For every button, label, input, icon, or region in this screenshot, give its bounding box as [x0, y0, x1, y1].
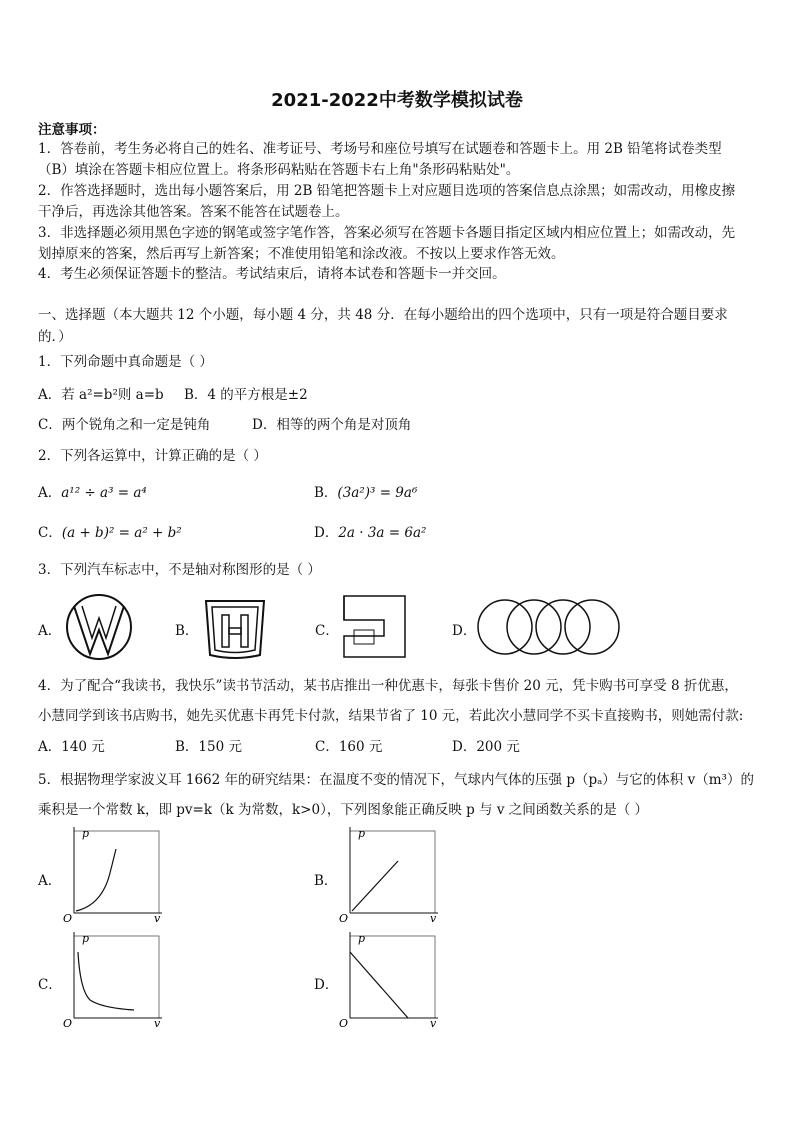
- graph-b-v-label: v: [430, 912, 437, 923]
- q5-option-c-label: C．: [38, 977, 62, 993]
- q4-option-b: B．150 元: [175, 739, 242, 755]
- q2-option-c: [38, 524, 182, 542]
- q5-graph-d: [338, 928, 443, 1028]
- graph-b-line: [352, 861, 398, 911]
- q2-option-a-label: A．: [38, 485, 62, 501]
- graph-d-line: [350, 952, 408, 1018]
- q4-option-d: D．200 元: [452, 739, 520, 755]
- q2-option-a: [38, 484, 147, 502]
- q5-graph-a: [62, 823, 167, 923]
- q4-option-a: A．140 元: [38, 739, 105, 755]
- notice-item-1: 1．答卷前，考生务必将自己的姓名、准考证号、考场号和座位号填写在试题卷和答题卡上。用 2B 铅笔将试卷类型: [38, 141, 722, 157]
- q4-stem-line2: 小慧同学到该书店购书，她先买优惠卡再凭卡付款，结果节省了 10 元，若此次小慧同学不买卡直接购书，则她需付款:: [38, 708, 744, 724]
- q4-stem-line1: 4．为了配合“我读书，我快乐”读书节活动，某书店推出一种优惠卡，每张卡售价 20 元，凭卡购书可享受 8 折优惠，: [38, 678, 738, 694]
- graph-b-origin: O: [339, 912, 349, 923]
- q2-option-d: [314, 524, 426, 542]
- q5-graph-c: [62, 928, 167, 1028]
- q5-option-d-label: D．: [314, 977, 339, 993]
- q3-option-b-label: B．: [175, 623, 199, 639]
- q2-stem: 2．下列各运算中，计算正确的是（ ）: [38, 448, 267, 464]
- vw-logo-image: [64, 592, 134, 662]
- graph-b-p-label: p: [358, 827, 366, 840]
- q2-option-c-label: C．: [38, 525, 62, 541]
- graph-a-curve: [76, 849, 116, 911]
- graph-b-frame: [350, 831, 435, 913]
- q3-option-c-label: C．: [315, 623, 339, 639]
- notice-item-2-cont: 干净后，再选涂其他答案。答案不能答在试题卷上。: [38, 204, 349, 220]
- q2-option-a-expr: a¹² ÷ a³ = a⁴: [61, 485, 147, 501]
- q1-stem: 1．下列命题中真命题是（ ）: [38, 354, 213, 370]
- graph-a-frame: [74, 831, 159, 913]
- q5-stem-line1: 5．根据物理学家波义耳 1662 年的研究结果：在温度不变的情况下，气球内气体的压强 p（pₐ）与它的体积 v（m³）的: [38, 772, 754, 788]
- audi-rings-image: [474, 598, 624, 656]
- q5-option-a-label: A．: [38, 873, 62, 889]
- z-logo-image: [342, 594, 408, 660]
- q4-option-c: C．160 元: [315, 739, 383, 755]
- q1-option-c: C．两个锐角之和一定是钝角: [38, 417, 211, 433]
- graph-a-v-label: v: [154, 912, 161, 923]
- graph-d-frame: [350, 936, 435, 1018]
- q3-option-d-label: D．: [452, 623, 477, 639]
- q2-option-b: [314, 484, 417, 502]
- q5-option-b-label: B．: [314, 873, 338, 889]
- q2-option-b-expr: (3a²)³ = 9a⁶: [337, 485, 418, 501]
- notice-item-2: 2．作答选择题时，选出每小题答案后，用 2B 铅笔把答题卡上对应题目选项的答案信息点涂黑；如需改动，用橡皮擦: [38, 183, 736, 199]
- graph-c-p-label: p: [82, 932, 90, 945]
- q3-option-a-label: A．: [38, 623, 62, 639]
- notice-item-1-cont: （B）填涂在答题卡相应位置上。将条形码粘贴在答题卡右上角"条形码粘贴处"。: [38, 162, 520, 178]
- graph-a-origin: O: [63, 912, 73, 923]
- q2-option-d-expr: 2a · 3a = 6a²: [338, 525, 427, 541]
- q1-option-d: D．相等的两个角是对顶角: [252, 417, 412, 433]
- notice-heading: 注意事项：: [38, 122, 106, 138]
- notice-item-3-cont: 划掉原来的答案，然后再写上新答案；不准使用铅笔和涂改液。不按以上要求作答无效。: [38, 246, 565, 262]
- graph-d-origin: O: [339, 1017, 349, 1028]
- notice-item-4: 4．考生必须保证答题卡的整洁。考试结束后，请将本试卷和答题卡一并交回。: [38, 266, 506, 282]
- q1-option-a: A．若 a²=b²则 a=b: [38, 387, 164, 403]
- graph-d-p-label: p: [358, 932, 366, 945]
- notice-item-3: 3．非选择题必须用黑色字迹的钢笔或签字笔作答，答案必须写在答题卡各题目指定区域内相应位置上；如需改动，先: [38, 225, 736, 241]
- graph-c-v-label: v: [154, 1017, 161, 1028]
- q2-option-d-label: D．: [314, 525, 339, 541]
- section-heading-cont: 的．）: [38, 329, 72, 345]
- q5-stem-line2: 乘积是一个常数 k，即 pv=k（k 为常数，k>0），下列图象能正确反映 p 与 v 之间函数关系的是（ ）: [38, 802, 649, 818]
- graph-c-origin: O: [63, 1017, 73, 1028]
- q1-option-b: B．4 的平方根是±2: [184, 387, 308, 403]
- graph-c-frame: [74, 936, 159, 1018]
- graph-a-p-label: p: [82, 827, 90, 840]
- q2-option-c-expr: (a + b)² = a² + b²: [61, 525, 182, 541]
- honda-logo-image: [200, 595, 270, 663]
- graph-c-curve: [78, 952, 134, 1010]
- graph-d-v-label: v: [430, 1017, 437, 1028]
- q5-graph-b: [338, 823, 443, 923]
- section-heading: 一、选择题（本大题共 12 个小题，每小题 4 分，共 48 分．在每小题给出的四个选项中，只有一项是符合题目要求: [38, 307, 728, 323]
- q2-option-b-label: B．: [314, 485, 338, 501]
- q3-stem: 3．下列汽车标志中，不是轴对称图形的是（ ）: [38, 562, 321, 578]
- page-title: 2021-2022中考数学模拟试卷: [271, 90, 523, 111]
